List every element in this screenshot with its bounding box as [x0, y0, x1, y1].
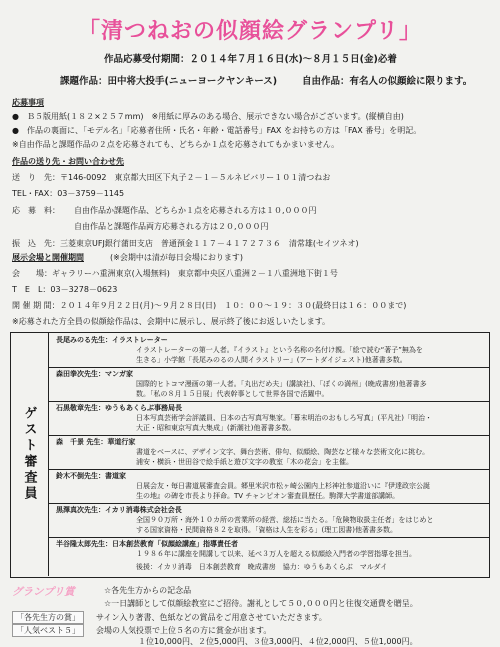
sponsors: 後援：イカリ消毒 日本創芸教育 晩成書房 協力：ゆうもあくらぶ マルダイ [136, 563, 388, 571]
fee-label: 応 募 料： [12, 206, 60, 215]
assigned-subject: 課題作品：田中将大投手(ニューヨークヤンキース) [60, 76, 278, 87]
guest-name: 石黒敬章先生：ゆうもあくらぶ事務局長 [56, 404, 182, 412]
guest-desc: １９８６年に講座を開講して以来、延べ３万人を超える似顔絵入門者の学習指導を担当。 [136, 550, 416, 558]
guest-judges-title [10, 332, 48, 576]
guest-desc: 日本写真芸術学会評議員、日本の古写真写集家。「幕末明治のおもしろ写真」(平凡社)「明治・ [136, 414, 432, 422]
guest-desc: 全国９０万所・海外１０カ所の営業所の経営、総括に当たる。「危険物取扱主任者」をはじめと [136, 516, 434, 524]
guest-desc: イラストレーターの第一人者。『イラスト』という名称の名付け親。「絵で読む“著子”無為を [136, 346, 423, 354]
submission-period: 作品応募受付期間：２０１４年７月１６日(水)～８月１５日(金)必着 [104, 54, 397, 65]
guest-name: 森 千景 先生：華道行家 [56, 438, 136, 446]
page-title: 「清つねおの似顔絵グランプリ」 [77, 19, 423, 44]
guest-desc: 数。「私の８月１５日展」代表幹事として世界各国で活躍中。 [136, 390, 329, 398]
guest-name: 鈴木不倒先生：書道家 [56, 472, 126, 480]
guest-desc: 浦安・横浜・世田谷で絵手紙と遊び文字の教室「木の花会」を主催。 [136, 458, 353, 466]
guest-separator [48, 469, 489, 470]
guest-separator [48, 367, 489, 368]
guest-desc: 書道をベースに、デザイン文字、舞台芸術、俳句、似顔絵、陶芸など様々な芸術文化に挑む。 [136, 448, 430, 456]
free-subject: 自由作品：有名人の似顔絵に限ります。 [302, 76, 473, 87]
guest-name: 黒澤真次先生：イカリ消毒株式会社会長 [56, 506, 182, 514]
guest-name: 長尾みのる先生：イラストレーター [56, 336, 168, 344]
exhibit-header: 展示会場と開催期間 [12, 253, 84, 262]
rule-item: ※自由作品と課題作品の２点を応募されても、どちらか１点を応募されてもかまいません。 [12, 140, 340, 149]
guest-name: 森田拳次先生：マンガ家 [56, 370, 133, 378]
award-popular-label: 「人気ベスト５」 [12, 624, 84, 637]
guest-separator [48, 435, 489, 436]
submit-header: 作品の送り先・お問い合わせ先 [12, 157, 124, 166]
exhibit-venue: 会 場：ギャラリーハ重洲東京(入場無料) 東京都中央区八重洲２－１八重洲地下街１号 [12, 269, 338, 278]
award-popular-text: 会場の人気投票で上位５名の方に賞金が出ます。 [96, 626, 272, 635]
fee-double: 自由作品と課題作品両方応募される方は２０,０００円 [74, 222, 269, 231]
submit-tel: TEL・FAX：03－3759－1145 [12, 189, 125, 198]
award-popular-prizes: １位10,000円、２位5,000円、３位3,000円、４位2,000円、５位1,000円。 [138, 637, 418, 646]
guest-separator [48, 401, 489, 402]
guest-divider [48, 332, 49, 576]
rule-item: ● 作品の裏面に、「モデル名」「応募者住所・氏名・年齢・電話番号」FAX をお持ちの方は「FAX 番号」を明記。 [12, 126, 422, 135]
guest-desc: 生きる」小学館「長尾みのるの人間イラストリー」(アートダイジェスト)他著書多数。 [136, 356, 407, 364]
guest-desc: 生の地』の碑を市長より拝命。TV チャンピオン審査員歴任。駒澤大学書道部講師。 [136, 492, 400, 500]
rules-header: 応募事項 [12, 98, 44, 107]
guest-judges-title-text: ゲスト審査員 [21, 406, 37, 502]
grand-prix-note: ☆各先生方からの記念品 [104, 586, 192, 595]
exhibit-dates: 開 催 期 間：２０１４年９月２２日(月)～９月２８日(日) １０：００～１９：３０(最終日は１６：００まで) [12, 301, 407, 310]
exhibit-tel: T E L：03－3278－0623 [12, 285, 118, 294]
guest-desc: する国家資格・民間資格８２を取得。「資格は人生を彩る」(理工図書)他著書多数。 [136, 526, 397, 534]
guest-desc: 大正・昭和東京写真大集成」(新潮社)他著書多数。 [136, 424, 296, 432]
guest-desc: 日展会友・毎日書道展審査会員。郷里米沢市松ヶ崎公園内上杉神社参道沿いに『伊達政宗公誕 [136, 482, 430, 490]
award-teachers-label: 「各先生方の賞」 [12, 611, 84, 624]
guest-separator [48, 503, 489, 504]
guest-separator [48, 537, 489, 538]
bank-info: 振 込 先：三菱東京UFJ銀行蒲田支店 普通預金１１７－４１７２７３６ 清常雄(セイツネオ) [12, 239, 359, 248]
exhibit-return-note: ※応募された方全員の似顔絵作品は、会期中に展示し、展示終了後にお返しいたします。 [12, 317, 331, 326]
grand-prix-title: グランプリ賞 [12, 586, 75, 598]
guest-desc: 国際的ヒトコマ漫画の第一人者。「丸出だめ夫」(講談社)、「ぼくの満州」(晩成書房)他著書多 [136, 380, 427, 388]
exhibit-note: (※会期中は清が毎日会場におります) [110, 253, 243, 262]
award-teachers-text: サイン入り著書、色紙などの賞品をご用意させていただきます。 [96, 613, 327, 622]
submit-address: 送 り 先：〒146-0092 東京都大田区下丸子２－１－５ルネビバリー１０１清つねお [12, 173, 331, 182]
grand-prix-line: ☆一日講師として似顔絵教室にご招待。謝礼として５０,０００円と往復交通費を贈呈。 [104, 599, 418, 608]
guest-name: 半谷隆太郎先生：日本創芸教育「似顔絵講座」指導責任者 [56, 540, 238, 548]
fee-single: 自由作品か課題作品、どちらか１点を応募される方は１０,０００円 [74, 206, 317, 215]
rule-item: ● Ｂ５版用紙(１８２×２５７mm) ※用紙に厚みのある場合、展示できない場合がございます。(縦横自由) [12, 112, 404, 121]
